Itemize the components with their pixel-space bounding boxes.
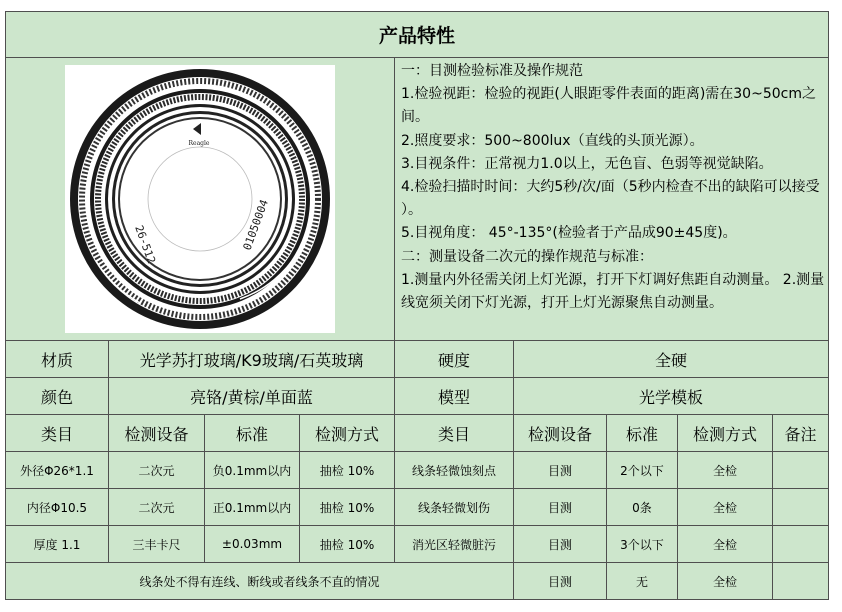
header-cell: 标准 xyxy=(607,415,678,452)
header-cell: 检测方式 xyxy=(678,415,773,452)
table-row xyxy=(6,563,829,600)
header-cell: 标准 xyxy=(205,415,300,452)
table-cell: 2个以下 xyxy=(607,452,678,489)
header-cell: 备注 xyxy=(773,415,829,452)
desc-line: 一：目测检验标准及操作规范 xyxy=(401,63,583,79)
material-label: 材质 xyxy=(6,341,109,378)
table-cell: 目测 xyxy=(514,526,607,563)
hardness-value: 全硬 xyxy=(514,341,829,378)
model-label: 模型 xyxy=(395,378,514,415)
table-cell: ±0.03mm xyxy=(205,526,300,563)
table-row xyxy=(6,489,829,526)
table-cell xyxy=(773,489,829,526)
page-title: 产品特性 xyxy=(6,12,829,58)
desc-line: 2.照度要求：500~800lux（直线的头顶光源）。 xyxy=(401,132,704,149)
color-label: 颜色 xyxy=(6,378,109,415)
material-value: 光学苏打玻璃/K9玻璃/石英玻璃 xyxy=(109,341,395,378)
table-cell: 全检 xyxy=(678,563,773,600)
table-cell: 内径Φ10.5 xyxy=(6,489,109,526)
table-cell: 0条 xyxy=(607,489,678,526)
table-cell: 3个以下 xyxy=(607,526,678,563)
table-cell: 目测 xyxy=(514,452,607,489)
desc-line: 3.目视条件：正常视力1.0以上，无色盲、色弱等视觉缺陷。 xyxy=(401,155,773,172)
reticle-drawing xyxy=(65,65,335,333)
desc-line: 二：测量设备二次元的操作规范与标准： xyxy=(401,248,653,265)
table-cell: 全检 xyxy=(678,489,773,526)
table-cell: 目测 xyxy=(514,563,607,600)
table-cell xyxy=(773,563,829,600)
table-cell: 抽检 10% xyxy=(300,452,395,489)
table-cell: 外径Φ26*1.1 xyxy=(6,452,109,489)
part-number: 26-512 xyxy=(132,223,158,266)
table-row xyxy=(6,452,829,489)
header-cell: 类目 xyxy=(6,415,109,452)
table-cell: 全检 xyxy=(678,452,773,489)
table-cell: 线条轻微蚀刻点 xyxy=(395,452,514,489)
table-cell: 三丰卡尺 xyxy=(109,526,205,563)
header-cell: 类目 xyxy=(395,415,514,452)
logo-text: Reagle xyxy=(188,140,210,147)
table-cell: 线条处不得有连线、断线或者线条不直的情况 xyxy=(6,563,514,600)
serial-number: 01050004 xyxy=(240,197,271,253)
drawing-cell xyxy=(6,58,395,341)
table-cell: 无 xyxy=(607,563,678,600)
inspection-standard-text xyxy=(395,58,829,341)
desc-line: 4.检验扫描时时间：大约5秒/次/面（5秒内检查不出的缺陷可以接受 ）。 xyxy=(401,179,820,219)
product-drawing xyxy=(65,65,335,333)
desc-line: 1.测量内外径需关闭上灯光源，打开下灯调好焦距自动测量。 2.测量线宽须关闭下灯光源，打开上灯光源聚焦自动测量。 xyxy=(401,271,825,312)
model-value: 光学模板 xyxy=(514,378,829,415)
table-cell: 消光区轻微脏污 xyxy=(395,526,514,563)
table-cell: 负0.1mm以内 xyxy=(205,452,300,489)
table-cell: 正0.1mm以内 xyxy=(205,489,300,526)
table-cell: 线条轻微划伤 xyxy=(395,489,514,526)
header-cell: 检测设备 xyxy=(514,415,607,452)
header-cell: 检测设备 xyxy=(109,415,205,452)
table-cell: 全检 xyxy=(678,526,773,563)
table-cell xyxy=(773,526,829,563)
hardness-label: 硬度 xyxy=(395,341,514,378)
table-cell xyxy=(773,452,829,489)
desc-line: 1.检验视距：检验的视距(人眼距零件表面的距离)需在30~50cm之间。 xyxy=(401,86,816,126)
spec-table xyxy=(5,11,829,600)
table-cell: 二次元 xyxy=(109,489,205,526)
table-cell: 厚度 1.1 xyxy=(6,526,109,563)
table-row xyxy=(6,526,829,563)
desc-line: 5.目视角度： 45°-135°(检验者于产品成90±45度)。 xyxy=(401,225,737,242)
color-value: 亮铬/黄棕/单面蓝 xyxy=(109,378,395,415)
table-cell: 抽检 10% xyxy=(300,489,395,526)
table-cell: 二次元 xyxy=(109,452,205,489)
header-cell: 检测方式 xyxy=(300,415,395,452)
table-cell: 抽检 10% xyxy=(300,526,395,563)
table-cell: 目测 xyxy=(514,489,607,526)
